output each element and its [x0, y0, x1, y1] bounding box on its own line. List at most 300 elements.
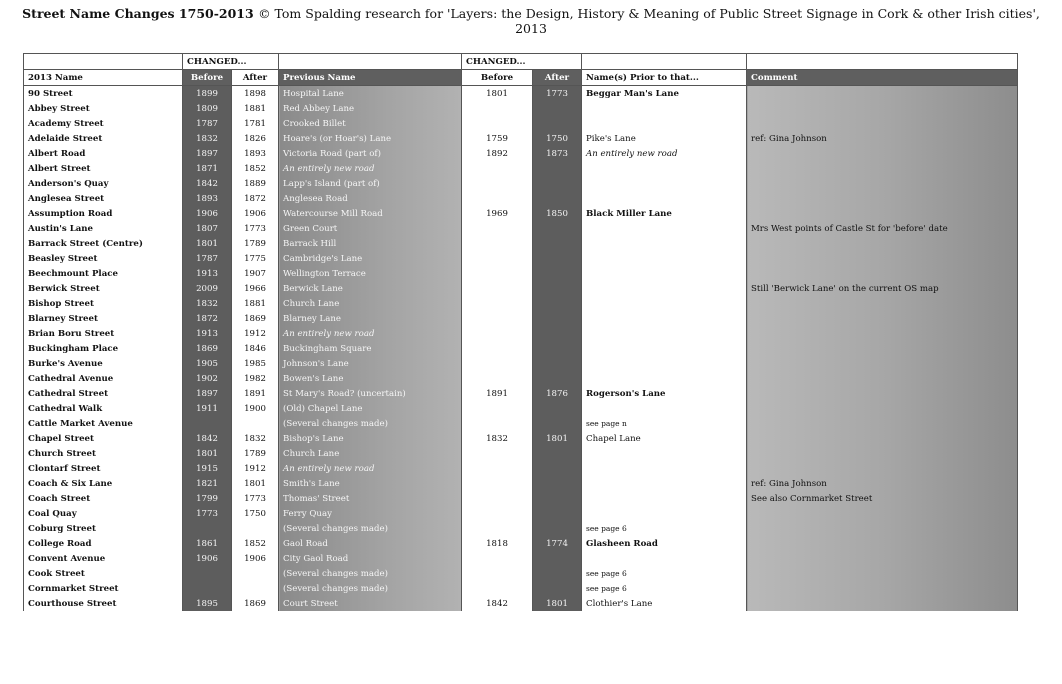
cell-comment: Still 'Berwick Lane' on the current OS map: [747, 281, 1018, 296]
table-row: [24, 446, 1018, 461]
cell-2013-name: Burke's Avenue: [24, 356, 183, 371]
cell-previous-name: Anglesea Road: [279, 191, 462, 206]
table-row: [24, 416, 1018, 431]
cell-after: 1775: [232, 251, 279, 266]
cell-comment: [747, 86, 1018, 102]
cell-2013-name: Convent Avenue: [24, 551, 183, 566]
cell-after-2: [533, 176, 582, 191]
cell-before-2: [462, 116, 533, 131]
cell-previous-name: (Several changes made): [279, 521, 462, 536]
cell-before-2: 1892: [462, 146, 533, 161]
cell-before-2: [462, 521, 533, 536]
table-row: [24, 341, 1018, 356]
cell-2013-name: Beechmount Place: [24, 266, 183, 281]
cell-after: 1801: [232, 476, 279, 491]
cell-after-2: [533, 101, 582, 116]
cell-prior-names: [582, 476, 747, 491]
cell-previous-name: Victoria Road (part of): [279, 146, 462, 161]
cell-after-2: [533, 116, 582, 131]
cell-prior-names: [582, 296, 747, 311]
cell-previous-name: Smith's Lane: [279, 476, 462, 491]
cell-previous-name: An entirely new road: [279, 461, 462, 476]
cell-previous-name: (Several changes made): [279, 581, 462, 596]
cell-before-2: [462, 296, 533, 311]
cell-before: 1809: [183, 101, 232, 116]
cell-2013-name: College Road: [24, 536, 183, 551]
cell-prior-names: [582, 371, 747, 386]
cell-comment: See also Cornmarket Street: [747, 491, 1018, 506]
cell-before: [183, 581, 232, 596]
cell-prior-names: An entirely new road: [582, 146, 747, 161]
cell-before-2: [462, 371, 533, 386]
table-row: [24, 476, 1018, 491]
group-header-blank: [279, 54, 462, 70]
col-header-before: Before: [183, 70, 232, 86]
cell-after-2: [533, 266, 582, 281]
cell-comment: [747, 206, 1018, 221]
table-row: [24, 101, 1018, 116]
cell-2013-name: Blarney Street: [24, 311, 183, 326]
cell-after-2: [533, 296, 582, 311]
cell-after-2: [533, 521, 582, 536]
cell-2013-name: Albert Road: [24, 146, 183, 161]
group-header-blank: [747, 54, 1018, 70]
table-row: [24, 146, 1018, 161]
table-row: [24, 221, 1018, 236]
cell-previous-name: An entirely new road: [279, 161, 462, 176]
cell-after-2: [533, 341, 582, 356]
cell-comment: [747, 461, 1018, 476]
cell-2013-name: Cathedral Avenue: [24, 371, 183, 386]
cell-prior-names: Chapel Lane: [582, 431, 747, 446]
cell-before: 1893: [183, 191, 232, 206]
cell-prior-names: [582, 101, 747, 116]
cell-2013-name: Bishop Street: [24, 296, 183, 311]
cell-comment: [747, 116, 1018, 131]
cell-before: 1906: [183, 551, 232, 566]
cell-comment: [747, 401, 1018, 416]
cell-2013-name: Cathedral Walk: [24, 401, 183, 416]
cell-after: [232, 521, 279, 536]
cell-prior-names: Pike's Lane: [582, 131, 747, 146]
cell-previous-name: Cambridge's Lane: [279, 251, 462, 266]
cell-after-2: 1850: [533, 206, 582, 221]
cell-previous-name: An entirely new road: [279, 326, 462, 341]
cell-after-2: [533, 251, 582, 266]
cell-previous-name: Gaol Road: [279, 536, 462, 551]
cell-before: 1902: [183, 371, 232, 386]
cell-before: [183, 521, 232, 536]
cell-before-2: 1818: [462, 536, 533, 551]
cell-2013-name: Coach & Six Lane: [24, 476, 183, 491]
cell-after-2: 1774: [533, 536, 582, 551]
table-row: [24, 581, 1018, 596]
cell-before-2: [462, 311, 533, 326]
table-row: [24, 191, 1018, 206]
cell-2013-name: Clontarf Street: [24, 461, 183, 476]
cell-before-2: [462, 551, 533, 566]
cell-after: 1846: [232, 341, 279, 356]
cell-comment: ref: Gina Johnson: [747, 131, 1018, 146]
cell-prior-names: [582, 491, 747, 506]
cell-prior-names: see page 6: [582, 581, 747, 596]
cell-before-2: 1891: [462, 386, 533, 401]
cell-previous-name: Barrack Hill: [279, 236, 462, 251]
cell-2013-name: Coburg Street: [24, 521, 183, 536]
cell-previous-name: Green Court: [279, 221, 462, 236]
cell-2013-name: 90 Street: [24, 86, 183, 102]
table-row: [24, 521, 1018, 536]
cell-comment: [747, 431, 1018, 446]
cell-2013-name: Coach Street: [24, 491, 183, 506]
cell-after: 1852: [232, 536, 279, 551]
cell-after-2: [533, 506, 582, 521]
cell-before: 1871: [183, 161, 232, 176]
cell-after: 1891: [232, 386, 279, 401]
group-header-blank: [582, 54, 747, 70]
cell-previous-name: Bowen's Lane: [279, 371, 462, 386]
col-header-2013-name: 2013 Name: [24, 70, 183, 86]
cell-2013-name: Cornmarket Street: [24, 581, 183, 596]
cell-before-2: [462, 461, 533, 476]
cell-after-2: 1876: [533, 386, 582, 401]
col-header-comment: Comment: [747, 70, 1018, 86]
cell-comment: [747, 161, 1018, 176]
group-header-changed-right: CHANGED...: [462, 54, 582, 70]
cell-prior-names: [582, 161, 747, 176]
street-name-table: [23, 53, 1018, 611]
cell-2013-name: Coal Quay: [24, 506, 183, 521]
cell-comment: [747, 356, 1018, 371]
cell-prior-names: [582, 551, 747, 566]
cell-comment: [747, 446, 1018, 461]
cell-2013-name: Buckingham Place: [24, 341, 183, 356]
cell-comment: [747, 596, 1018, 611]
cell-prior-names: see page n: [582, 416, 747, 431]
cell-after: 1906: [232, 551, 279, 566]
cell-comment: [747, 551, 1018, 566]
cell-after: 1869: [232, 596, 279, 611]
cell-2013-name: Abbey Street: [24, 101, 183, 116]
table-row: [24, 161, 1018, 176]
cell-comment: [747, 266, 1018, 281]
cell-previous-name: Red Abbey Lane: [279, 101, 462, 116]
table-body: [24, 86, 1018, 612]
cell-after-2: [533, 416, 582, 431]
cell-previous-name: (Several changes made): [279, 416, 462, 431]
cell-previous-name: Lapp's Island (part of): [279, 176, 462, 191]
cell-before-2: [462, 581, 533, 596]
cell-2013-name: Cathedral Street: [24, 386, 183, 401]
cell-after: 1912: [232, 326, 279, 341]
cell-before-2: [462, 476, 533, 491]
cell-comment: [747, 341, 1018, 356]
cell-before-2: [462, 281, 533, 296]
cell-before: 1872: [183, 311, 232, 326]
table-row: [24, 281, 1018, 296]
cell-2013-name: Anderson's Quay: [24, 176, 183, 191]
cell-comment: [747, 146, 1018, 161]
cell-prior-names: [582, 176, 747, 191]
cell-before: 1869: [183, 341, 232, 356]
cell-2013-name: Adelaide Street: [24, 131, 183, 146]
cell-before: 1905: [183, 356, 232, 371]
cell-after: [232, 566, 279, 581]
cell-after-2: 1873: [533, 146, 582, 161]
group-header-blank: [24, 54, 183, 70]
cell-after-2: [533, 581, 582, 596]
cell-before: 1913: [183, 266, 232, 281]
cell-previous-name: (Old) Chapel Lane: [279, 401, 462, 416]
cell-before: 1832: [183, 131, 232, 146]
cell-before-2: [462, 446, 533, 461]
cell-2013-name: Austin's Lane: [24, 221, 183, 236]
cell-before-2: 1969: [462, 206, 533, 221]
group-header-changed-left: CHANGED...: [183, 54, 279, 70]
cell-before: 1913: [183, 326, 232, 341]
cell-before-2: [462, 356, 533, 371]
cell-before: 1897: [183, 386, 232, 401]
cell-comment: [747, 521, 1018, 536]
cell-after: 1898: [232, 86, 279, 102]
cell-before: 1899: [183, 86, 232, 102]
cell-previous-name: Church Lane: [279, 296, 462, 311]
cell-after: 1881: [232, 296, 279, 311]
cell-prior-names: [582, 266, 747, 281]
cell-after-2: 1750: [533, 131, 582, 146]
cell-after-2: [533, 476, 582, 491]
cell-before-2: [462, 101, 533, 116]
cell-2013-name: Barrack Street (Centre): [24, 236, 183, 251]
table-row: [24, 176, 1018, 191]
cell-prior-names: [582, 461, 747, 476]
cell-comment: [747, 581, 1018, 596]
cell-before: [183, 416, 232, 431]
table-row: [24, 251, 1018, 266]
cell-before-2: 1759: [462, 131, 533, 146]
cell-previous-name: Hoare's (or Hoar's) Lane: [279, 131, 462, 146]
cell-before: [183, 566, 232, 581]
cell-after-2: [533, 221, 582, 236]
cell-after: 1872: [232, 191, 279, 206]
cell-after-2: [533, 191, 582, 206]
cell-comment: [747, 311, 1018, 326]
cell-before-2: [462, 176, 533, 191]
table-row: [24, 401, 1018, 416]
cell-comment: ref: Gina Johnson: [747, 476, 1018, 491]
table-row: [24, 86, 1018, 102]
table-row: [24, 551, 1018, 566]
cell-comment: [747, 566, 1018, 581]
cell-after: 1900: [232, 401, 279, 416]
cell-2013-name: Academy Street: [24, 116, 183, 131]
cell-before: 1801: [183, 236, 232, 251]
table-row: [24, 311, 1018, 326]
cell-2013-name: Assumption Road: [24, 206, 183, 221]
cell-prior-names: [582, 221, 747, 236]
cell-before: 1821: [183, 476, 232, 491]
cell-after: 1826: [232, 131, 279, 146]
cell-previous-name: Court Street: [279, 596, 462, 611]
cell-before-2: [462, 326, 533, 341]
cell-after: 1773: [232, 221, 279, 236]
group-header-row: [24, 54, 1018, 70]
cell-previous-name: Church Lane: [279, 446, 462, 461]
cell-after: 1906: [232, 206, 279, 221]
table-row: [24, 296, 1018, 311]
table-row: [24, 431, 1018, 446]
cell-previous-name: Watercourse Mill Road: [279, 206, 462, 221]
cell-prior-names: [582, 506, 747, 521]
table-row: [24, 206, 1018, 221]
cell-comment: [747, 191, 1018, 206]
cell-prior-names: see page 6: [582, 566, 747, 581]
cell-2013-name: Cattle Market Avenue: [24, 416, 183, 431]
cell-after: 1781: [232, 116, 279, 131]
title-credit: © Tom Spalding research for 'Layers: the Design, History & Meaning of Public Street Signage in Cork & other Irish cities', 2013: [258, 6, 1040, 36]
cell-before: 1895: [183, 596, 232, 611]
cell-after-2: [533, 566, 582, 581]
cell-before: 1773: [183, 506, 232, 521]
col-header-prior-names: Name(s) Prior to that...: [582, 70, 747, 86]
cell-2013-name: Cook Street: [24, 566, 183, 581]
cell-before: 2009: [183, 281, 232, 296]
cell-comment: [747, 386, 1018, 401]
cell-prior-names: see page 6: [582, 521, 747, 536]
table-row: [24, 131, 1018, 146]
table-row: [24, 326, 1018, 341]
cell-after: 1893: [232, 146, 279, 161]
cell-after: 1832: [232, 431, 279, 446]
cell-comment: [747, 236, 1018, 251]
document-title: [20, 6, 1042, 36]
cell-previous-name: Buckingham Square: [279, 341, 462, 356]
cell-before: 1787: [183, 116, 232, 131]
cell-before-2: [462, 491, 533, 506]
cell-after: 1912: [232, 461, 279, 476]
cell-before: 1842: [183, 176, 232, 191]
table-row: [24, 536, 1018, 551]
cell-previous-name: Blarney Lane: [279, 311, 462, 326]
cell-previous-name: St Mary's Road? (uncertain): [279, 386, 462, 401]
cell-prior-names: [582, 341, 747, 356]
cell-after-2: [533, 401, 582, 416]
table-row: [24, 506, 1018, 521]
col-header-before-2: Before: [462, 70, 533, 86]
cell-before: 1861: [183, 536, 232, 551]
cell-comment: Mrs West points of Castle St for 'before' date: [747, 221, 1018, 236]
cell-comment: [747, 506, 1018, 521]
cell-prior-names: [582, 236, 747, 251]
table-row: [24, 596, 1018, 611]
cell-after-2: 1801: [533, 596, 582, 611]
cell-prior-names: Glasheen Road: [582, 536, 747, 551]
cell-after-2: [533, 446, 582, 461]
cell-after-2: [533, 281, 582, 296]
cell-before-2: [462, 341, 533, 356]
cell-2013-name: Brian Boru Street: [24, 326, 183, 341]
cell-prior-names: Clothier's Lane: [582, 596, 747, 611]
cell-after-2: [533, 236, 582, 251]
cell-after: 1966: [232, 281, 279, 296]
column-header-row: [24, 70, 1018, 86]
cell-previous-name: Wellington Terrace: [279, 266, 462, 281]
cell-before-2: [462, 191, 533, 206]
cell-after: 1789: [232, 446, 279, 461]
cell-previous-name: Berwick Lane: [279, 281, 462, 296]
cell-previous-name: Johnson's Lane: [279, 356, 462, 371]
cell-before: 1807: [183, 221, 232, 236]
table-row: [24, 566, 1018, 581]
cell-prior-names: [582, 356, 747, 371]
cell-after: 1889: [232, 176, 279, 191]
cell-prior-names: [582, 326, 747, 341]
cell-before: 1801: [183, 446, 232, 461]
cell-before: 1915: [183, 461, 232, 476]
table-row: [24, 236, 1018, 251]
cell-comment: [747, 536, 1018, 551]
cell-prior-names: [582, 446, 747, 461]
cell-before: 1799: [183, 491, 232, 506]
cell-after-2: [533, 311, 582, 326]
cell-before-2: [462, 236, 533, 251]
cell-after: 1881: [232, 101, 279, 116]
cell-after: 1985: [232, 356, 279, 371]
cell-after-2: [533, 356, 582, 371]
cell-before: 1787: [183, 251, 232, 266]
cell-after-2: [533, 371, 582, 386]
cell-before-2: [462, 401, 533, 416]
cell-before-2: [462, 566, 533, 581]
cell-prior-names: [582, 311, 747, 326]
table-row: [24, 461, 1018, 476]
col-header-after-2: After: [533, 70, 582, 86]
cell-after: 1907: [232, 266, 279, 281]
cell-prior-names: [582, 401, 747, 416]
cell-after-2: [533, 161, 582, 176]
cell-prior-names: [582, 281, 747, 296]
cell-2013-name: Beasley Street: [24, 251, 183, 266]
cell-2013-name: Church Street: [24, 446, 183, 461]
cell-before: 1842: [183, 431, 232, 446]
cell-after-2: [533, 461, 582, 476]
cell-before-2: [462, 416, 533, 431]
cell-previous-name: Hospital Lane: [279, 86, 462, 102]
cell-after: 1750: [232, 506, 279, 521]
cell-comment: [747, 251, 1018, 266]
cell-before-2: [462, 161, 533, 176]
cell-before: 1832: [183, 296, 232, 311]
cell-before-2: 1801: [462, 86, 533, 102]
cell-before-2: 1842: [462, 596, 533, 611]
cell-before-2: [462, 251, 533, 266]
col-header-previous-name: Previous Name: [279, 70, 462, 86]
cell-comment: [747, 416, 1018, 431]
cell-comment: [747, 176, 1018, 191]
cell-prior-names: Rogerson's Lane: [582, 386, 747, 401]
cell-after: 1852: [232, 161, 279, 176]
cell-prior-names: Beggar Man's Lane: [582, 86, 747, 102]
cell-2013-name: Berwick Street: [24, 281, 183, 296]
cell-after-2: [533, 326, 582, 341]
table-row: [24, 386, 1018, 401]
cell-2013-name: Chapel Street: [24, 431, 183, 446]
table-row: [24, 371, 1018, 386]
cell-after-2: 1773: [533, 86, 582, 102]
table-row: [24, 266, 1018, 281]
table-row: [24, 356, 1018, 371]
cell-2013-name: Anglesea Street: [24, 191, 183, 206]
